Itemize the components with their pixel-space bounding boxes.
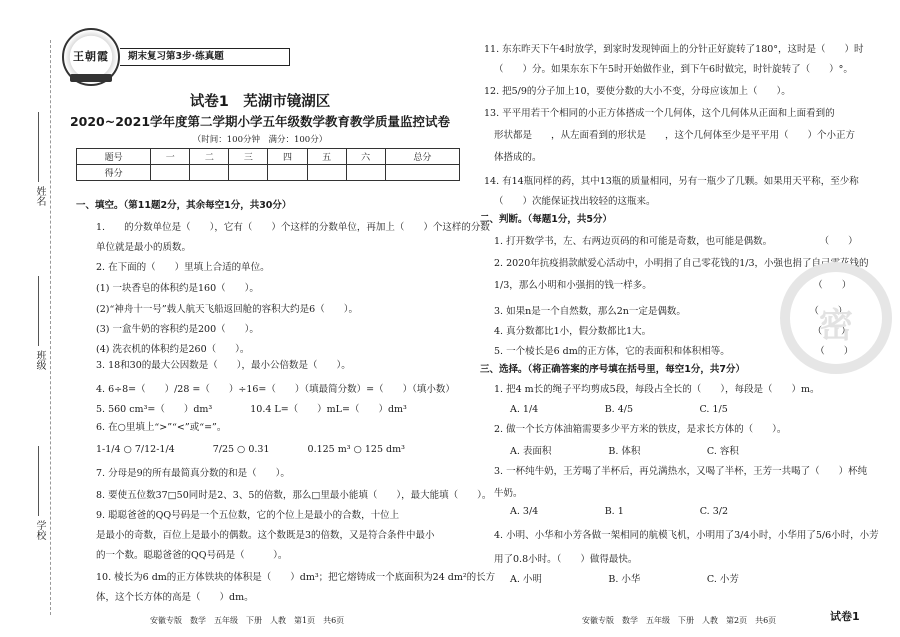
left-question-line: (4) 洗衣机的体积约是260（ ）。 <box>96 344 250 355</box>
right-question-line: 牛奶。 <box>494 488 523 499</box>
score-row-label: 得分 <box>77 165 151 181</box>
footer-badge: 试卷1 <box>830 610 860 623</box>
left-question-line: 的一个数。聪聪爸爸的QQ号码是（ ）。 <box>96 550 288 561</box>
left-question-line: 2. 在下面的（ ）里填上合适的单位。 <box>96 262 270 273</box>
right-question-line: 2. 做一个长方体油箱需要多少平方米的铁皮，是求长方体的（ ）。 <box>494 424 787 435</box>
brand-logo-ribbon <box>70 74 112 82</box>
right-question-line: 3. 如果n是一个自然数，那么2n一定是偶数。 （ ） <box>494 306 848 317</box>
name-blank <box>38 112 39 182</box>
right-question-line: 12. 把5/9的分子加上10，要使分数的大小不变，分母应该加上（ ）。 <box>484 86 791 97</box>
right-question-line: A. 1/4 B. 4/5 C. 1/5 <box>510 404 728 415</box>
left-question-line: 3. 18和30的最大公因数是（ ），最小公倍数是（ ）。 <box>96 360 351 371</box>
score-cell[interactable] <box>229 165 268 181</box>
right-question-line: A. 表面积 B. 体积 C. 容积 <box>510 446 739 457</box>
left-question-line: 体，这个长方体的高是（ ）dm。 <box>96 592 254 603</box>
left-question-line: (2)“神舟十一号”载人航天飞船返回舱的容积大约是6（ ）。 <box>96 304 358 315</box>
score-header-cell: 题号 <box>77 149 151 165</box>
right-question-line: 1/3，那么小明和小强捐的钱一样多。 （ ） <box>494 280 852 291</box>
right-question-line: 体搭成的。 <box>494 152 542 163</box>
brand-logo-text: 王朝霞 <box>73 50 109 63</box>
right-question-line: 形状都是 ，从左面看到的形状是 ，这个几何体至少是平平用（ ）个小正方 <box>494 130 856 141</box>
score-cell[interactable] <box>190 165 229 181</box>
score-table <box>76 148 460 181</box>
right-question-line: 4. 小明、小华和小芳各做一架相同的航模飞机，小明用了3/4小时，小华用了5/6小时，小芳 <box>494 530 879 541</box>
score-header-cell: 五 <box>307 149 346 165</box>
score-value-row <box>77 165 460 181</box>
left-question-line: 6. 在○里填上“>”“<”或“=”。 <box>96 422 227 433</box>
left-question-line: 1. 的分数单位是（ ），它有（ ）个这样的分数单位，再加上（ ）个这样的分数 <box>96 222 490 233</box>
class-blank <box>38 276 39 346</box>
review-banner: 期末复习第3步·练真题 <box>120 48 290 66</box>
left-question-line: (3) 一盒牛奶的容积约是200（ ）。 <box>96 324 259 335</box>
left-question-line: 10. 棱长为6 dm的正方体铁块的体积是（ ）dm³；把它熔铸成一个底面积为24 dm²的长方 <box>96 572 496 583</box>
right-question-line: （ ）分。如果东东下午5时开始做作业，到下午6时做完，时针旋转了（ ）°。 <box>494 64 853 75</box>
score-cell[interactable] <box>346 165 385 181</box>
right-question-line: A. 3/4 B. 1 C. 3/2 <box>510 506 729 517</box>
left-question-line: 1-1/4 ○ 7/12-1/4 7/25 ○ 0.31 0.125 m³ ○ 125 dm³ <box>96 444 405 455</box>
left-question-line: 4. 6÷8=（ ）/28 =（ ）÷16=（ ）（填最简分数）=（ ）（填小数） <box>96 384 455 395</box>
class-label: 班级 <box>34 350 45 370</box>
left-question-line: 单位就是最小的质数。 <box>96 242 192 253</box>
left-question-line: 5. 560 cm³=（ ）dm³ 10.4 L=（ ）mL=（ ）dm³ <box>96 404 407 415</box>
left-question-line: 7. 分母是9的所有最简真分数的和是（ ）。 <box>96 468 290 479</box>
right-question-line: 1. 打开数学书，左、右两边页码的和可能是奇数，也可能是偶数。 （ ） <box>494 236 858 247</box>
exam-meta: （时间：100分钟 满分：100分） <box>192 135 328 145</box>
right-question-line: 5. 一个棱长是6 dm的正方体，它的表面积和体积相等。 （ ） <box>494 346 854 357</box>
left-question-line: 一、填空。（第11题2分，其余每空1分，共30分） <box>76 200 292 211</box>
right-question-line: 2. 2020年抗疫捐款献爱心活动中，小明捐了自己零花钱的1/3，小强也捐了自己零花钱的 <box>494 258 869 269</box>
left-question-line: 8. 要使五位数37□50同时是2、3、5的倍数，那么□里最小能填（ ），最大能填（ ）。 <box>96 490 492 501</box>
right-question-line: 二、判断。（每题1分，共5分） <box>480 214 612 225</box>
right-question-line: 13. 平平用若干个相同的小正方体搭成一个几何体，这个几何体从正面和上面看到的 <box>484 108 835 119</box>
school-blank <box>38 446 39 516</box>
score-header-cell: 一 <box>151 149 190 165</box>
right-question-line: 1. 把4 m长的绳子平均剪成5段，每段占全长的（ ），每段是（ ）m。 <box>494 384 820 395</box>
score-cell[interactable] <box>151 165 190 181</box>
footer-right: 安徽专版 数学 五年级 下册 人教 第2页 共6页 <box>582 616 777 625</box>
score-header-cell: 二 <box>190 149 229 165</box>
score-header-cell: 六 <box>346 149 385 165</box>
score-header-cell: 三 <box>229 149 268 165</box>
score-header-row <box>77 149 460 165</box>
right-question-line: 3. 一杯纯牛奶，王芳喝了半杯后，再兑满热水，又喝了半杯，王芳一共喝了（ ）杯纯 <box>494 466 868 477</box>
left-question-line: 是最小的奇数，百位上是最小的偶数。这个数既是3的倍数，又是符合条件中最小 <box>96 530 435 541</box>
exam-subtitle: 2020~2021学年度第二学期小学五年级数学教育教学质量监控试卷 <box>69 114 451 129</box>
score-cell[interactable] <box>385 165 459 181</box>
binding-margin <box>0 0 60 637</box>
confidential-seal-text: 密 <box>819 306 853 346</box>
footer-left: 安徽专版 数学 五年级 下册 人教 第1页 共6页 <box>150 616 345 625</box>
name-label: 姓名 <box>34 186 45 206</box>
right-question-line: A. 小明 B. 小华 C. 小芳 <box>510 574 739 585</box>
right-question-line: 4. 真分数都比1小，假分数都比1大。 （ ） <box>494 326 851 337</box>
score-cell[interactable] <box>268 165 307 181</box>
right-question-line: （ ）次能保证找出较轻的这瓶来。 <box>494 196 656 207</box>
left-question-line: (1) 一块香皂的体积约是160（ ）。 <box>96 283 259 294</box>
score-header-cell: 四 <box>268 149 307 165</box>
left-question-line: 9. 聪聪爸爸的QQ号码是一个五位数，它的个位上是最小的合数，十位上 <box>96 510 400 521</box>
score-cell[interactable] <box>307 165 346 181</box>
school-label: 学校 <box>34 520 45 540</box>
right-question-line: 14. 有14瓶同样的药，其中13瓶的质量相同，另有一瓶少了几颗。如果用天平称，至少称 <box>484 176 859 187</box>
cut-line <box>50 40 51 615</box>
exam-title: 试卷1 芜湖市镜湖区 <box>189 94 331 110</box>
score-header-cell: 总分 <box>385 149 459 165</box>
right-question-line: 用了0.8小时。（ ）做得最快。 <box>494 554 638 565</box>
right-question-line: 11. 东东昨天下午4时放学，到家时发现钟面上的分针正好旋转了180°，这时是（ ）时 <box>484 44 864 55</box>
right-question-line: 三、选择。（将正确答案的序号填在括号里，每空1分，共7分） <box>480 364 745 375</box>
